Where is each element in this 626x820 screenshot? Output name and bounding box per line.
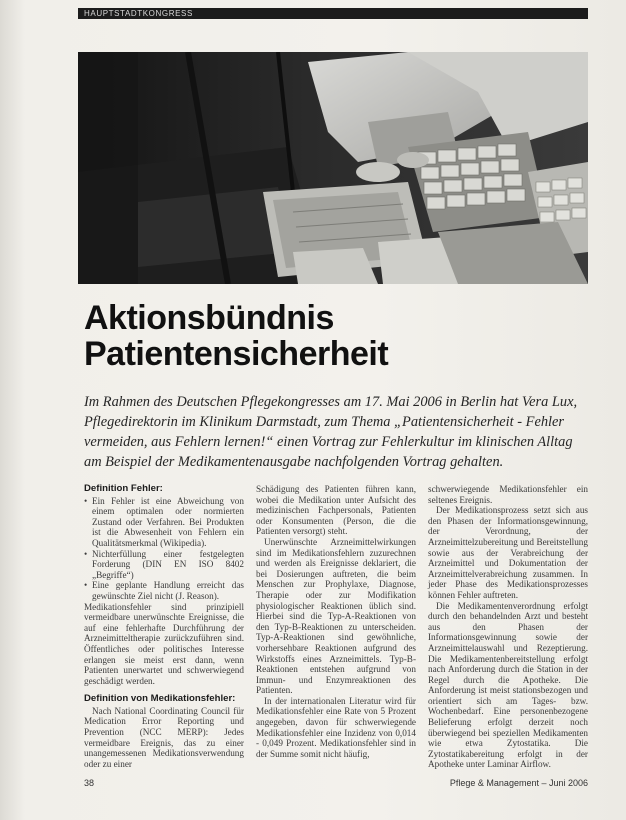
- article-title: [84, 300, 564, 372]
- paragraph: Unerwünschte Arzneimittelwirkungen sind im Medikationsfehlern zuzurechnen und werden als Ereignisse deklariert, die bei Dosierungen auftreten, die beim Menschen zur Prophylaxe, Diagnose, Therapie oder zur Modifikation physiologischer Reaktionen üblich sind. Hierbei sind die Typ-A-Reaktionen von den Typ-B-Reaktionen zu unterscheiden. Typ-A-Reaktionen sind gewöhnliche, vorhersehbare Reaktionen aufgrund des Wirkstoffs eines Arzneimittels. Typ-B-Reaktionen entstehen aufgrund von Immun- und Enzymreaktionen des Patienten.: [256, 536, 416, 696]
- list-item: • Eine geplante Handlung erreicht das gewünschte Ziel nicht (J. Reason).: [92, 580, 244, 601]
- page-number: 38: [84, 778, 95, 788]
- list-item: • Nichterfüllung einer festgelegten Forderung (DIN EN ISO 8402 „Begriffe“): [92, 549, 244, 581]
- text-column-3: [428, 484, 588, 770]
- article-intro: Im Rahmen des Deutschen Pflegekongresses am 17. Mai 2006 in Berlin hat Vera Lux, Pflegedirektorin im Klinikum Darmstadt, zum Thema „Patientensicherheit - Fehler vermeiden, aus Fehlern lernen!“ einen Vortrag zur Fehlerkultur im klinischen Alltag am Beispiel der Medikamentenausgabe nachfolgenden Vortrag gehalten.: [84, 394, 578, 470]
- medication-cart-photo: [78, 52, 588, 284]
- article-title-line-2: Patientensicherheit: [84, 335, 389, 373]
- section-header-label: HAUPTSTADTKONGRESS: [84, 9, 193, 18]
- paragraph: Schädigung des Patienten führen kann, wobei die Medikation unter Aufsicht des medizinischen Fachpersonals, Patienten oder Konsumenten (Person, die die Patienten versorgt) steht.: [256, 484, 416, 537]
- definition-medikationsfehler-heading: Definition von Medikationsfehler:: [84, 693, 236, 705]
- paragraph: Medikationsfehler sind prinzipiell vermeidbare unerwünschte Ereignisse, die auf eine fehlerhafte Durchführung der Arzneimitteltherapie zurückzuführen sind. Öffentliches oder politisches Interesse erlangen sie meist erst dann, wenn Patienten unerwartet und schwerwiegend geschädigt werden.: [84, 601, 244, 686]
- text-column-2: [256, 484, 416, 759]
- article-title-line-1: Aktionsbündnis: [84, 299, 334, 337]
- paragraph: Nach National Coordinating Council für Medication Error Reporting und Prevention (NCC MERP): Jedes vermeidbare Ereignis, das zu einer unangemessenen Medikationsverwendung oder zu einer: [84, 705, 244, 769]
- definition-fehler-list: [84, 496, 244, 602]
- paragraph: Der Medikationsprozess setzt sich aus den Phasen der Informationsgewinnung, der Verordnung, der Arzneimittelzubereitung und Bereitstellung sowie aus der Verabreichung der Arzneimittel und Dokumentation der Arzneimittelverabreichung zusammen. In jeder Phase des Medikationsprozesses können Fehler auftreten.: [428, 505, 588, 600]
- text-column-1: [84, 484, 244, 769]
- paragraph: Die Medikamentenverordnung erfolgt durch den behandelnden Arzt und besteht aus den Phasen der Informationsgewinnung sowie der Arzneimittelauswahl und Rezeptierung. Die Medikamentenbereitstellung erfolgt nach Anforderung durch die Station in der Regel durch die Apotheke. Die Anforderung ist meist stationsbezogen und orientiert sich am Tages- bzw. Wochenbedarf. Eine personenbezogene Belieferung erfolgt derzeit noch überwiegend bei speziellen Medikamenten wie etwa Zytostatika. Die Zytostatikabereitung erfolgt in der Apotheke unter Laminar Airflow.: [428, 600, 588, 770]
- paragraph: In der internationalen Literatur wird für Medikationsfehler eine Rate von 5 Prozent angegeben, davon für schwerwiegende Medikationsfehler eine Inzidenz von 0,014 - 0,049 Prozent. Medikationsfehler sind in der Summe somit nicht häufig,: [256, 695, 416, 759]
- definition-fehler-heading: Definition Fehler:: [84, 483, 163, 494]
- article-photo: [78, 52, 588, 284]
- publication-footer: Pflege & Management – Juni 2006: [449, 778, 588, 788]
- list-item: • Ein Fehler ist eine Abweichung von einem optimalen oder normierten Zustand oder Verfahren. Bei Produkten ist die Abwesenheit von Fehlern ein Qualitätsmerkmal (Wikipedia).: [92, 496, 244, 549]
- paragraph: schwerwiegende Medikationsfehler ein seltenes Ereignis.: [428, 484, 588, 505]
